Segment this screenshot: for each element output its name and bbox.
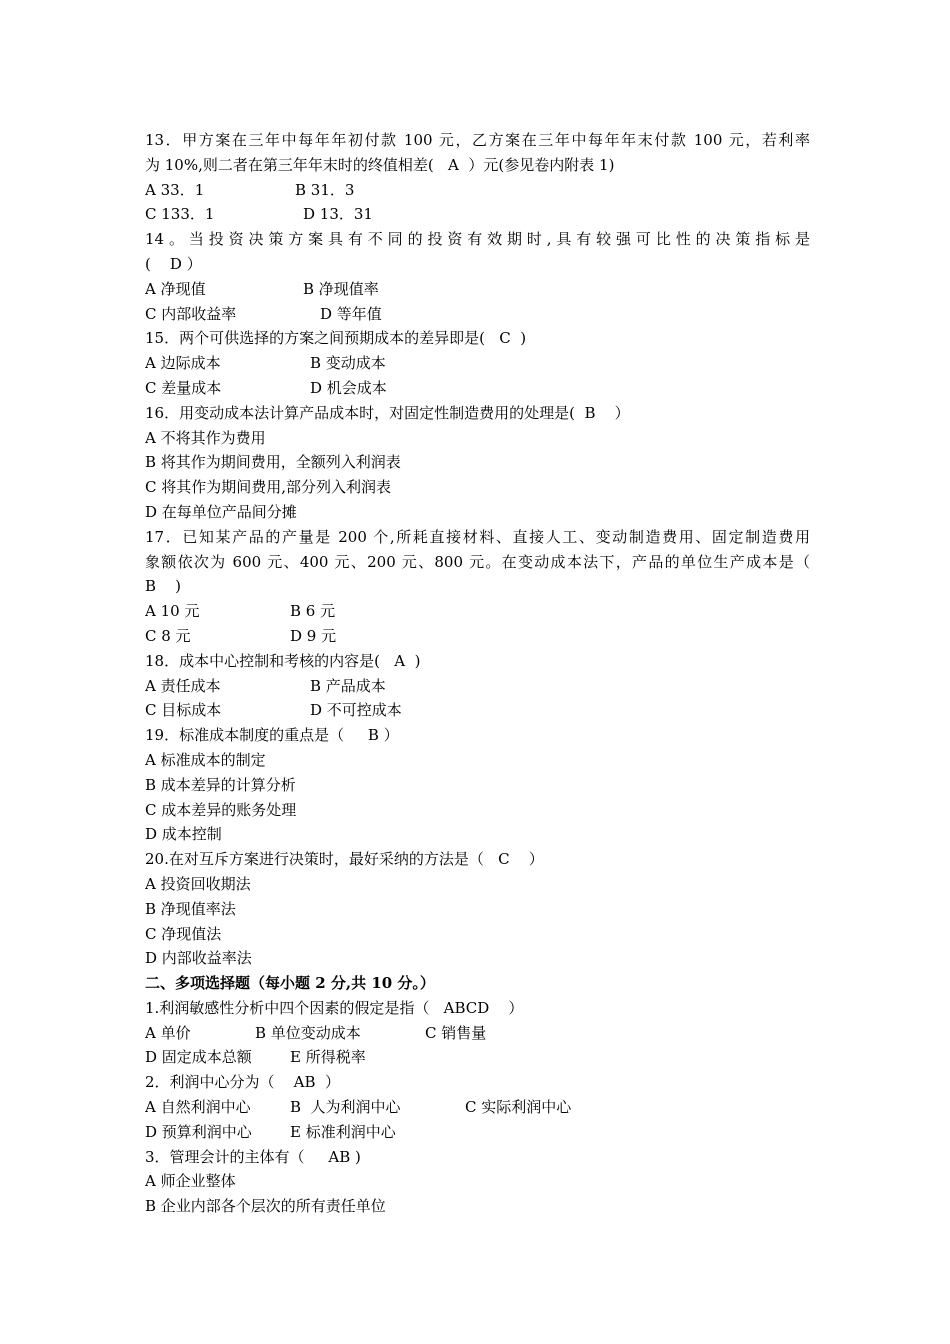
multi-question-1-options-row-1 <box>145 1021 810 1046</box>
multi-question-2-option-e: E 标准利润中心 <box>290 1122 396 1141</box>
question-14-option-b: B 净现值率 <box>303 279 379 298</box>
multi-question-2-options-row-1 <box>145 1095 810 1120</box>
question-19-option-d: D 成本控制 <box>145 825 222 844</box>
question-17-stem-line-3: B ) <box>145 577 181 596</box>
question-15-option-b: B 变动成本 <box>310 354 386 373</box>
multi-question-1-option-a: A 单价 <box>145 1023 191 1042</box>
question-13-option-d: D 13．31 <box>303 205 373 224</box>
multi-question-2-option-a: A 自然利润中心 <box>145 1098 251 1117</box>
question-20-option-b: B 净现值率法 <box>145 899 236 918</box>
question-17-stem-line-1: 17．已知某产品的产量是 200 个,所耗直接材料、直接人工、变动制造费用、固定制造费用 <box>145 527 810 546</box>
question-20-option-d: D 内部收益率法 <box>145 949 252 968</box>
question-17-option-c: C 8 元 <box>145 626 191 645</box>
question-14-options-row-2 <box>145 302 810 327</box>
multi-question-1-option-e: E 所得税率 <box>290 1048 366 1067</box>
question-19-stem: 19．标准成本制度的重点是（ B ） <box>145 726 399 745</box>
question-17-option-a: A 10 元 <box>145 602 200 621</box>
question-16-option-a: A 不将其作为费用 <box>145 428 266 447</box>
question-20-option-a: A 投资回收期法 <box>145 874 251 893</box>
multi-question-1-options-row-2 <box>145 1045 810 1070</box>
question-17-options-row-2 <box>145 624 810 649</box>
question-14-option-a: A 净现值 <box>145 279 206 298</box>
question-17-option-b: B 6 元 <box>290 602 336 621</box>
multi-question-1-stem: 1.利润敏感性分析中四个因素的假定是指（ ABCD ） <box>145 998 524 1017</box>
question-19-option-b: B 成本差异的计算分析 <box>145 775 296 794</box>
question-14-option-c: C 内部收益率 <box>145 304 237 323</box>
question-15-options-row-2 <box>145 376 810 401</box>
question-16-option-d: D 在每单位产品间分摊 <box>145 502 297 521</box>
question-17-option-d: D 9 元 <box>290 626 337 645</box>
question-15-stem: 15．两个可供选择的方案之间预期成本的差异即是( C ) <box>145 329 527 348</box>
question-18-option-b: B 产品成本 <box>310 676 386 695</box>
question-14-option-d: D 等年值 <box>320 304 382 323</box>
question-20-stem: 20.在对互斥方案进行决策时，最好采纳的方法是（ C ） <box>145 850 544 869</box>
question-18-options-row-1 <box>145 674 810 699</box>
question-13-option-c: C 133．1 <box>145 205 215 224</box>
question-14-stem-line-2: ( D ） <box>145 254 202 273</box>
question-18-option-c: C 目标成本 <box>145 701 222 720</box>
multi-question-2-stem: 2．利润中心分为（ AB ） <box>145 1073 341 1092</box>
question-13-stem-line-2: 为 10%,则二者在第三年年末时的终值相差( A ）元(参见卷内附表 1) <box>145 155 615 174</box>
question-18-options-row-2 <box>145 698 810 723</box>
question-16-option-c: C 将其作为期间费用,部分列入利润表 <box>145 478 392 497</box>
question-16-option-b: B 将其作为期间费用，全额列入利润表 <box>145 453 401 472</box>
document-page <box>145 128 810 1219</box>
question-19-option-a: A 标准成本的制定 <box>145 750 266 769</box>
multi-question-2-options-row-2 <box>145 1120 810 1145</box>
section-2-heading: 二、多项选择题（每小题 2 分,共 10 分。） <box>145 974 435 993</box>
question-17-stem-line-2: 象额依次为 600 元、400 元、200 元、800 元。在变动成本法下，产品的单位生产成本是（ <box>145 552 810 571</box>
question-13-options-row-2 <box>145 202 810 227</box>
question-13-option-a: A 33．1 <box>145 180 205 199</box>
multi-question-1-option-d: D 固定成本总额 <box>145 1048 252 1067</box>
question-13-options-row-1 <box>145 178 810 203</box>
question-16-stem: 16．用变动成本法计算产品成本时，对固定性制造费用的处理是( B ） <box>145 403 630 422</box>
question-13-option-b: B 31．3 <box>295 180 355 199</box>
question-20-option-c: C 净现值法 <box>145 924 222 943</box>
multi-question-3-option-a: A 师企业整体 <box>145 1172 236 1191</box>
question-15-option-d: D 机会成本 <box>310 378 387 397</box>
question-19-option-c: C 成本差异的账务处理 <box>145 800 297 819</box>
question-14-options-row-1 <box>145 277 810 302</box>
multi-question-1-option-c: C 销售量 <box>425 1023 487 1042</box>
multi-question-2-option-d: D 预算利润中心 <box>145 1122 252 1141</box>
question-17-options-row-1 <box>145 599 810 624</box>
multi-question-2-option-b: B 人为利润中心 <box>290 1098 401 1117</box>
question-15-option-c: C 差量成本 <box>145 378 222 397</box>
multi-question-3-option-b: B 企业内部各个层次的所有责任单位 <box>145 1197 386 1216</box>
multi-question-3-stem: 3．管理会计的主体有（ AB ) <box>145 1147 361 1166</box>
question-15-option-a: A 边际成本 <box>145 354 221 373</box>
question-13-stem-line-1: 13．甲方案在三年中每年年初付款 100 元，乙方案在三年中每年年末付款 100 元，若利率 <box>145 131 810 149</box>
question-15-options-row-1 <box>145 351 810 376</box>
question-18-stem: 18．成本中心控制和考核的内容是( A ) <box>145 651 421 670</box>
question-14-stem-line-1: 14。当投资决策方案具有不同的投资有效期时,具有较强可比性的决策指标是 <box>145 230 810 249</box>
multi-question-2-option-c: C 实际利润中心 <box>465 1098 572 1117</box>
question-18-option-d: D 不可控成本 <box>310 701 402 720</box>
multi-question-1-option-b: B 单位变动成本 <box>255 1023 361 1042</box>
question-18-option-a: A 责任成本 <box>145 676 221 695</box>
